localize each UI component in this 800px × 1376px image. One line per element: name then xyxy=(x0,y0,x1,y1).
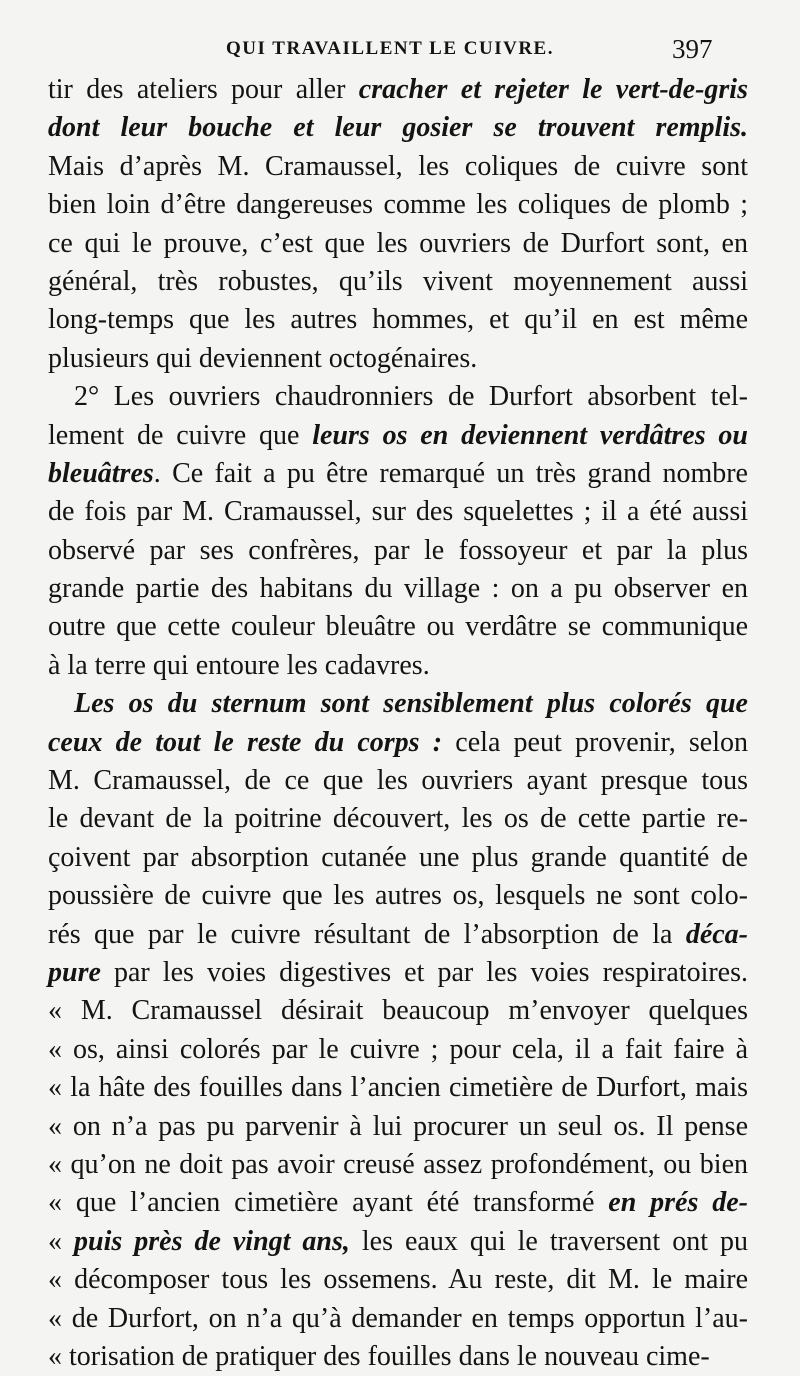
text-run: « torisation de pratiquer des fouilles dans le nouveau cime- xyxy=(48,1340,710,1372)
text-run: tir des ateliers pour aller xyxy=(48,74,359,105)
italic-text: leurs os en deviennent verdâtres ou xyxy=(312,419,748,451)
text-line xyxy=(48,109,748,147)
text-line xyxy=(48,877,748,915)
italic-text: cracher et rejeter le vert-de-gris xyxy=(358,74,748,105)
text-run: rés que par le cuivre résultant de l’absorption de la xyxy=(48,918,686,950)
text-run: « xyxy=(48,1225,74,1257)
text-line xyxy=(48,724,748,762)
text-run: plusieurs qui deviennent octogénaires. xyxy=(48,342,478,374)
text-run: observé par ses confrères, par le fossoyeur et par la plus xyxy=(48,534,748,566)
text-run: ce qui le prouve, c’est que les ouvriers de Durfort sont, en xyxy=(48,227,748,259)
text-line xyxy=(48,647,748,685)
text-line xyxy=(48,800,748,838)
text-run: cela peut provenir, selon xyxy=(442,726,748,758)
text-line xyxy=(48,71,748,109)
italic-text: dont leur bouche et leur gosier se trouvent remplis. xyxy=(48,112,748,144)
text-line xyxy=(48,1338,748,1376)
text-run: çoivent par absorption cutanée une plus grande quantité de xyxy=(48,841,748,873)
text-line xyxy=(48,225,748,263)
text-run: « qu’on ne doit pas avoir creusé assez profondément, ou bien xyxy=(48,1148,748,1180)
text-line xyxy=(48,493,748,531)
text-run: bien loin d’être dangereuses comme les coliques de plomb ; xyxy=(48,189,748,221)
text-line xyxy=(48,148,748,186)
text-run: 2° Les ouvriers chaudronniers de Durfort absorbent tel- xyxy=(74,381,748,413)
text-run: par les voies digestives et par les voies respiratoires. xyxy=(100,956,748,988)
text-line xyxy=(48,1261,748,1299)
text-run: poussière de cuivre que les autres os, lesquels ne sont colo- xyxy=(48,880,748,912)
text-line xyxy=(48,1184,748,1222)
italic-text: bleuâtres xyxy=(48,457,154,489)
text-line xyxy=(48,455,748,493)
text-run: à la terre qui entoure les cadavres. xyxy=(48,649,430,681)
text-line xyxy=(48,762,748,800)
text-line xyxy=(48,263,748,301)
text-line xyxy=(48,1223,748,1261)
text-run: grande partie des habitans du village : on a pu observer en xyxy=(48,573,748,605)
italic-text: puis près de vingt ans, xyxy=(74,1225,350,1257)
text-line xyxy=(48,570,748,608)
text-run: lement de cuivre que xyxy=(48,419,313,451)
text-line xyxy=(48,417,748,455)
italic-text: pure xyxy=(48,956,101,988)
text-line xyxy=(48,608,748,646)
italic-text: Les os du sternum sont sensiblement plus colorés que xyxy=(74,688,748,720)
text-line xyxy=(48,685,748,723)
text-line xyxy=(48,1146,748,1184)
running-head xyxy=(0,34,800,74)
text-run: « on n’a pas pu parvenir à lui procurer un seul os. Il pense xyxy=(48,1110,748,1142)
text-run: M. Cramaussel, de ce que les ouvriers ayant presque tous xyxy=(48,765,748,797)
text-run: « os, ainsi colorés par le cuivre ; pour cela, il a fait faire à xyxy=(48,1033,748,1065)
text-run: « de Durfort, on n’a qu’à demander en temps opportun l’au- xyxy=(48,1302,748,1334)
text-run: « décomposer tous les ossemens. Au reste, dit M. le maire xyxy=(48,1264,748,1296)
text-run: les eaux qui le traversent ont pu xyxy=(349,1225,748,1257)
text-line xyxy=(48,378,748,416)
text-line xyxy=(48,1108,748,1146)
text-line xyxy=(48,301,748,339)
text-line xyxy=(48,340,748,378)
text-line xyxy=(48,1031,748,1069)
text-line xyxy=(48,532,748,570)
text-line xyxy=(48,1069,748,1107)
italic-text: ceux de tout le reste du corps : xyxy=(48,726,443,758)
text-line xyxy=(48,1300,748,1338)
body-text xyxy=(48,71,748,1376)
text-run: . Ce fait a pu être remarqué un très grand nombre xyxy=(153,457,748,489)
italic-text: déca- xyxy=(685,918,748,950)
text-run: général, très robustes, qu’ils vivent moyennement aussi xyxy=(48,265,748,297)
running-title: QUI TRAVAILLENT LE CUIVRE. xyxy=(226,38,554,59)
text-line xyxy=(48,186,748,224)
text-run: de fois par M. Cramaussel, sur des squelettes ; il a été aussi xyxy=(48,496,748,528)
text-run: « que l’ancien cimetière ayant été transformé xyxy=(48,1187,609,1219)
page-number: 397 xyxy=(672,34,713,64)
text-run: « la hâte des fouilles dans l’ancien cimetière de Durfort, mais xyxy=(48,1072,748,1104)
text-line xyxy=(48,839,748,877)
text-line xyxy=(48,992,748,1030)
text-run: outre que cette couleur bleuâtre ou verdâtre se communique xyxy=(48,611,748,643)
text-run: long-temps que les autres hommes, et qu’il en est même xyxy=(48,304,748,336)
text-run: « M. Cramaussel désirait beaucoup m’envoyer quelques xyxy=(48,995,748,1027)
text-run: le devant de la poitrine découvert, les os de cette partie re- xyxy=(48,803,748,835)
text-line xyxy=(48,954,748,992)
text-line xyxy=(48,916,748,954)
text-run: Mais d’après M. Cramaussel, les coliques de cuivre sont xyxy=(48,150,748,182)
italic-text: en prés de- xyxy=(608,1187,748,1219)
